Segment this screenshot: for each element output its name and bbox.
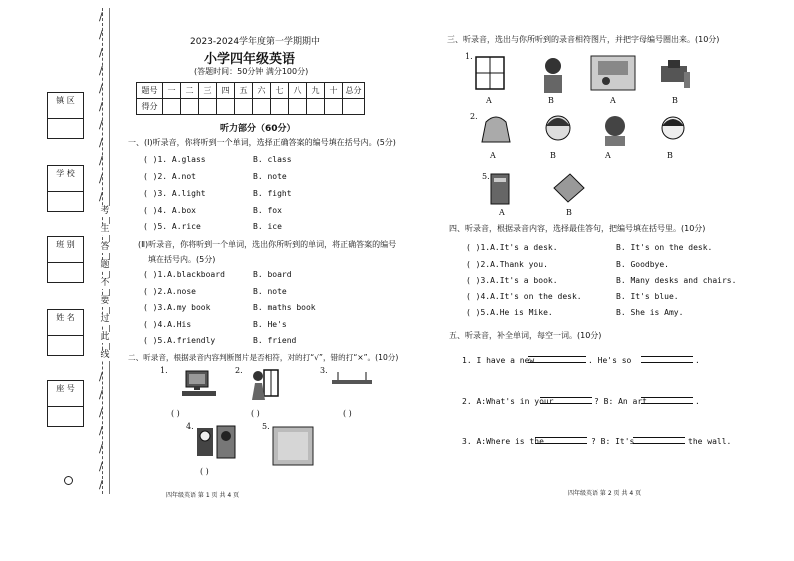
score-cell[interactable] [325, 99, 343, 115]
book-picture-icon [552, 172, 586, 204]
board-picture-icon [272, 426, 314, 466]
score-header: 四 [217, 83, 235, 99]
s1-item-a: ( )5. A.rice [143, 222, 201, 231]
s1-item-a: ( )2. A.not [143, 172, 196, 181]
s1b-item-a: ( )5.A.friendly [143, 336, 216, 345]
s5-blank[interactable] [641, 397, 693, 404]
exam-meta: (答题时间：50分钟 满分100分) [194, 67, 309, 76]
score-header: 六 [253, 83, 271, 99]
score-header: 八 [289, 83, 307, 99]
slash-mark: / [99, 64, 103, 77]
score-header: 九 [307, 83, 325, 99]
exam-year: 2023-2024学年度第一学期期中 [190, 37, 321, 47]
seal-char: 题 [100, 260, 110, 270]
slash-mark: / [99, 136, 103, 149]
s2-answer-paren[interactable]: ( ) [343, 409, 352, 418]
score-header: 十 [325, 83, 343, 99]
section1b-title: (Ⅱ)听录音，你将听到一个单词，选出你所听到的单词，将正确答案的编号 [138, 240, 397, 249]
slash-mark: / [99, 46, 103, 59]
s4-item-b: B. It's on the desk. [616, 243, 713, 252]
s1b-item-b: B. board [253, 270, 292, 279]
score-cell[interactable] [307, 99, 325, 115]
seal-char: 线 [100, 350, 110, 360]
s3-option-b[interactable]: B [566, 208, 572, 217]
field-township: 镇 区 [47, 92, 84, 119]
s3-option-b[interactable]: B [550, 151, 556, 160]
score-header: 总分 [343, 83, 365, 99]
section2-title: 二、听录音，根据录音内容判断图片是否相符，对的打“√”，错的打“×”。(10分) [128, 353, 399, 362]
score-row-label: 得分 [137, 99, 163, 115]
score-cell[interactable] [199, 99, 217, 115]
field-school: 学 校 [47, 165, 84, 192]
field-seat-input[interactable] [47, 407, 84, 427]
score-header: 二 [181, 83, 199, 99]
s1b-item-b: B. note [253, 287, 287, 296]
section4-title: 四、听录音，根据录音内容，选择最佳答句，把编号填在括号里。(10分) [449, 224, 706, 233]
bookshelf-picture-icon [195, 424, 239, 460]
girl-face-picture-icon [540, 112, 576, 148]
slash-mark: / [99, 154, 103, 167]
s2-answer-paren[interactable]: ( ) [171, 409, 180, 418]
s1-item-a: ( )1. A.glass [143, 155, 206, 164]
pencil-box-picture-icon [487, 172, 513, 206]
score-table [136, 82, 365, 115]
s4-item-b: B. She is Amy. [616, 308, 684, 317]
slash-mark: / [99, 10, 103, 23]
s2-num: 2. [235, 366, 243, 375]
field-school-input[interactable] [47, 192, 84, 212]
binding-hole-icon [64, 476, 73, 485]
s1b-item-a: ( )1.A.blackboard [143, 270, 225, 279]
seal-char: 不 [100, 278, 110, 288]
seal-char: 过 [100, 314, 110, 324]
section5-title: 五、听录音，补全单词，每空一词。(10分) [449, 331, 602, 340]
s5-line3-a: 3. A:Where is the [462, 437, 544, 446]
s3-option-a[interactable]: A [486, 96, 492, 105]
boy-picture-icon [536, 56, 570, 94]
listening-title: 听力部分（60分） [220, 124, 296, 134]
score-cell[interactable] [271, 99, 289, 115]
footer-left: 四年级英语 第 1 页 共 4 页 [166, 492, 240, 499]
s1-item-a: ( )4. A.box [143, 206, 196, 215]
s5-line1-b: . He's so [588, 356, 632, 365]
computer-picture-icon [180, 370, 224, 398]
s5-line3-c: the wall. [688, 437, 732, 446]
s4-item-b: B. Many desks and chairs. [616, 276, 737, 285]
light-picture-icon [330, 372, 374, 392]
field-class: 班 别 [47, 236, 84, 263]
s4-item-a: ( )5.A.He is Mike. [466, 308, 553, 317]
section1-title: 一、(Ⅰ)听录音，你将听到一个单词，选择正确答案的编号填在括号内。(5分) [128, 138, 396, 147]
s3-option-b[interactable]: B [548, 96, 554, 105]
s1b-item-b: B. friend [253, 336, 297, 345]
s3-option-a[interactable]: A [499, 208, 505, 217]
s3-num: 1. [465, 52, 473, 61]
s2-num: 4. [186, 422, 194, 431]
slash-mark: / [99, 190, 103, 203]
field-seat: 座 号 [47, 380, 84, 407]
desk-picture-icon [658, 58, 692, 90]
s3-num: 5. [482, 172, 490, 181]
s1b-item-b: B. He's [253, 320, 287, 329]
s4-item-a: ( )4.A.It's on the desk. [466, 292, 582, 301]
score-cell[interactable] [163, 99, 181, 115]
s1b-item-a: ( )4.A.His [143, 320, 192, 329]
s1-item-b: B. class [253, 155, 292, 164]
score-cell[interactable] [235, 99, 253, 115]
s5-line2-a: 2. A:What's in your [462, 397, 554, 406]
score-header: 三 [199, 83, 217, 99]
s1b-item-a: ( )2.A.nose [143, 287, 196, 296]
s5-line2-b: ? B: An art [594, 397, 647, 406]
exam-title: 小学四年级英语 [204, 52, 296, 67]
s3-option-a[interactable]: A [610, 96, 616, 105]
girl-headphones-picture-icon [597, 112, 633, 148]
score-cell[interactable] [289, 99, 307, 115]
s4-item-b: B. Goodbye. [616, 260, 669, 269]
slash-mark: / [99, 424, 103, 437]
s5-blank[interactable] [535, 437, 587, 444]
s5-line1-a: 1. I have a new [462, 356, 535, 365]
score-header: 题号 [137, 83, 163, 99]
s1b-item-a: ( )3.A.my book [143, 303, 211, 312]
s5-blank[interactable] [528, 356, 586, 363]
s4-item-b: B. It's blue. [616, 292, 679, 301]
s3-num: 2. [470, 112, 478, 121]
seal-char: 生 [100, 224, 110, 234]
s4-item-a: ( )2.A.Thank you. [466, 260, 548, 269]
footer-right: 四年级英语 第 2 页 共 4 页 [568, 490, 642, 497]
score-header: 一 [163, 83, 181, 99]
seal-char: 此 [100, 332, 110, 342]
score-cell[interactable] [343, 99, 365, 115]
slash-mark: / [99, 118, 103, 131]
s5-blank[interactable] [540, 397, 592, 404]
s1-item-b: B. fox [253, 206, 282, 215]
s1-item-b: B. note [253, 172, 287, 181]
s5-line3-b: ? B: It's [591, 437, 635, 446]
s2-num: 5. [262, 422, 270, 431]
slash-mark: / [99, 172, 103, 185]
classroom-picture-icon [590, 55, 636, 91]
slash-mark: / [99, 100, 103, 113]
score-cell[interactable] [253, 99, 271, 115]
field-name: 姓 名 [47, 309, 84, 336]
s1-item-b: B. ice [253, 222, 282, 231]
field-name-input[interactable] [47, 336, 84, 356]
bag-picture-icon [478, 112, 514, 148]
score-cell[interactable] [217, 99, 235, 115]
s3-option-b[interactable]: B [672, 96, 678, 105]
slash-mark: / [99, 370, 103, 383]
s5-dot: . [695, 356, 700, 365]
score-header: 五 [235, 83, 253, 99]
s4-item-a: ( )1.A.It's a desk. [466, 243, 558, 252]
s2-answer-paren[interactable]: ( ) [200, 467, 209, 476]
slash-mark: / [99, 82, 103, 95]
s5-blank[interactable] [633, 437, 685, 444]
section1b-title-cont: 填在括号内。(5分) [148, 255, 216, 264]
s4-item-a: ( )3.A.It's a book. [466, 276, 558, 285]
field-township-input[interactable] [47, 119, 84, 139]
slash-mark: / [99, 28, 103, 41]
seal-char: 要 [100, 296, 110, 306]
seal-char: 答 [100, 242, 110, 252]
s5-dot: . [695, 397, 700, 406]
s1b-item-b: B. maths book [253, 303, 316, 312]
s1-item-a: ( )3. A.light [143, 189, 206, 198]
slash-mark: / [99, 478, 103, 491]
s5-blank[interactable] [641, 356, 693, 363]
s2-num: 1. [160, 366, 168, 375]
seal-char: 考 [100, 206, 110, 216]
s1-item-b: B. fight [253, 189, 292, 198]
s3-option-a[interactable]: A [490, 151, 496, 160]
s2-answer-paren[interactable]: ( ) [251, 409, 260, 418]
girl-window-picture-icon [246, 366, 282, 402]
slash-mark: / [99, 442, 103, 455]
s3-option-b[interactable]: B [667, 151, 673, 160]
section3-title: 三、听录音，选出与你所听到的录音相符图片，并把字母编号圈出来。(10分) [447, 35, 720, 44]
slash-mark: / [99, 406, 103, 419]
field-class-input[interactable] [47, 263, 84, 283]
slash-mark: / [99, 460, 103, 473]
s2-num: 3. [320, 366, 328, 375]
score-cell[interactable] [181, 99, 199, 115]
score-header: 七 [271, 83, 289, 99]
boy-face-picture-icon [656, 112, 690, 148]
s3-option-a[interactable]: A [605, 151, 611, 160]
window-picture-icon [472, 55, 508, 93]
slash-mark: / [99, 388, 103, 401]
